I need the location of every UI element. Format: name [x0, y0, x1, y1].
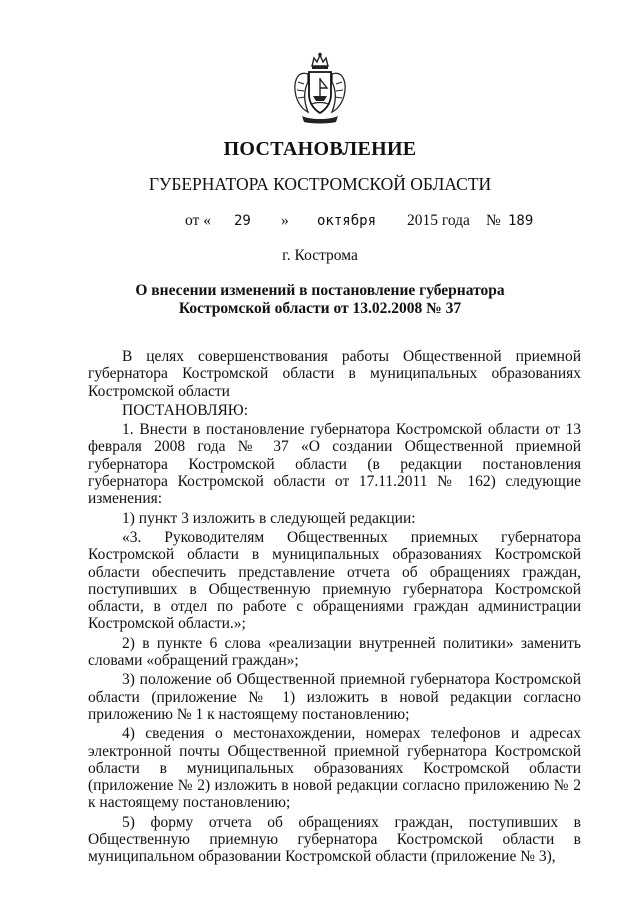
number-sign: №	[486, 212, 501, 229]
date-line	[0, 212, 640, 232]
paragraph-subitem-3: 3) положение об Общественной приемной губернатора Костромской области (приложение № 1) изложить в новой редакции согласно приложению № 1 к настоящему постановлению;	[88, 671, 581, 723]
document-title: ПОСТАНОВЛЕНИЕ	[223, 138, 417, 160]
paragraph-subitem-4: 4) сведения о местонахождении, номерах телефонов и адресах электронной почты Общественной приемной губернатора Костромской области в муниципальных образованиях Костромской области (приложение № 2) изложить в новой редакции согласно приложению № 2 к настоящему постановлению;	[88, 725, 581, 812]
coat-of-arms-icon	[290, 52, 350, 124]
paragraph-quote-3: «3. Руководителям Общественных приемных губернатора Костромской области в муниципальных образованиях Костромской области обеспечить представление отчета об обращениях граждан, поступивших в Общественную приемную губернатора Костромской области, в отдел по работе с обращениями граждан администрации Костромской области.»;	[88, 528, 581, 633]
date-prefix: от «	[185, 212, 211, 229]
date-month: октября	[317, 213, 377, 229]
paragraph-preamble: В целях совершенствования работы Общественной приемной губернатора Костромской области в муниципальных образованиях Костромской области	[88, 348, 581, 400]
document-number: 189	[508, 213, 534, 229]
document-heading	[0, 282, 640, 318]
heading-line-2: Костромской области от 13.02.2008 № 37	[178, 300, 462, 317]
paragraph-subitem-1: 1) пункт 3 изложить в следующей редакции:	[122, 509, 416, 527]
heading-line-1: О внесении изменений в постановление губернатора	[135, 282, 505, 299]
date-day: 29	[234, 213, 251, 229]
date-close-quote: »	[281, 212, 289, 229]
paragraph-resolve: ПОСТАНОВЛЯЮ:	[122, 401, 249, 419]
city: г. Кострома	[282, 247, 358, 264]
issuer-title: ГУБЕРНАТОРА КОСТРОМСКОЙ ОБЛАСТИ	[148, 174, 492, 194]
date-year: 2015 года	[407, 212, 470, 229]
document-body	[88, 348, 581, 866]
paragraph-item-1: 1. Внести в постановление губернатора Костромской области от 13 февраля 2008 года № 37 «О создании Общественной приемной губернатора Костромской области (в редакции постановления губернатора Костромской области от 17.11.2011 № 162) следующие изменения:	[88, 421, 581, 508]
paragraph-subitem-2: 2) в пункте 6 слова «реализации внутренней политики» заменить словами «обращений граждан»;	[88, 634, 581, 670]
paragraph-subitem-5: 5) форму отчета об обращениях граждан, поступивших в Общественную приемную губернатора Костромской области в муниципальном образовании Костромской области (приложение № 3),	[88, 813, 581, 866]
